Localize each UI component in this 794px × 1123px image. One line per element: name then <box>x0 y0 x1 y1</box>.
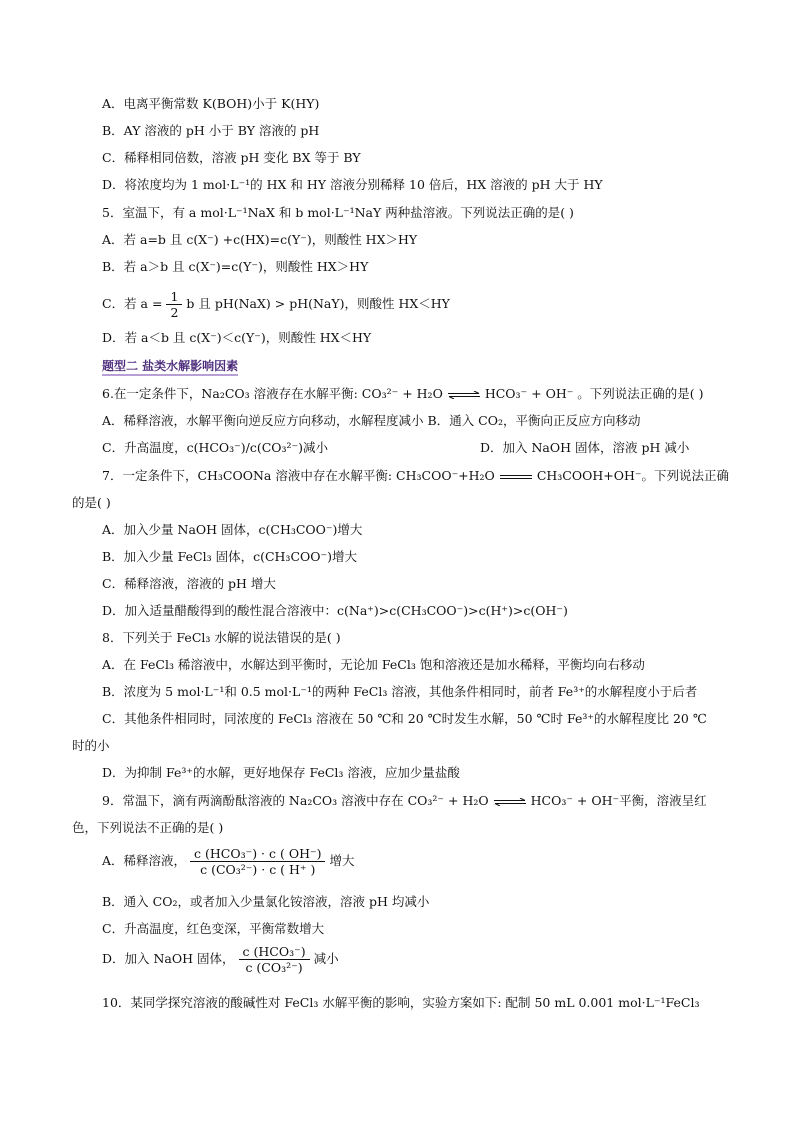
q4-option-d: D．将浓度均为 1 mol·L⁻¹的 HX 和 HY 溶液分别稀释 10 倍后，HX 溶液的 pH 大于 HY <box>102 177 603 192</box>
q9-stem-suffix: HCO₃⁻ + OH⁻平衡，溶液呈红 <box>530 793 707 808</box>
q8-option-d: D．为抑制 Fe³⁺的水解，更好地保存 FeCl₃ 溶液，应加少量盐酸 <box>102 765 460 780</box>
section-heading <box>102 358 238 374</box>
q10-stem: 10．某同学探究溶液的酸碱性对 FeCl₃ 水解平衡的影响，实验方案如下: 配制 50 mL 0.001 mol·L⁻¹FeCl₃ <box>102 995 700 1010</box>
equilibrium-arrow-icon <box>499 473 533 481</box>
section-heading-text: 题型二 盐类水解影响因素 <box>102 359 238 376</box>
q4-option-c: C．稀释相同倍数，溶液 pH 变化 BX 等于 BY <box>102 150 361 165</box>
q5-option-c <box>102 289 450 320</box>
q9d-prefix: D．加入 NaOH 固体， <box>102 951 235 966</box>
q9-option-a <box>102 846 354 877</box>
q9a-denominator: c (CO₃²⁻) · c ( H⁺ ) <box>200 862 316 877</box>
equilibrium-arrow-icon <box>447 391 481 399</box>
q8-option-b: B．浓度为 5 mol·L⁻¹和 0.5 mol·L⁻¹的两种 FeCl₃ 溶液，其他条件相同时，前者 Fe³⁺的水解程度小于后者 <box>102 684 698 699</box>
q5-option-d: D．若 a＜b 且 c(X⁻)＜c(Y⁻)，则酸性 HX＜HY <box>102 330 372 345</box>
q6-stem-prefix: 6.在一定条件下，Na₂CO₃ 溶液存在水解平衡: CO₃²⁻ + H₂O <box>102 386 443 401</box>
q8-option-c: C．其他条件相同时，同浓度的 FeCl₃ 溶液在 50 ℃和 20 ℃时发生水解，50 ℃时 Fe³⁺的水解程度比 20 ℃ <box>102 711 707 726</box>
q9a-prefix: A．稀释溶液， <box>102 853 187 868</box>
q8-option-c-cont: 时的小 <box>72 738 110 753</box>
q9a-numerator: c (HCO₃⁻) · c ( OH⁻) <box>190 846 325 862</box>
one-half-fraction <box>166 289 182 320</box>
equilibrium-arrow-icon <box>493 798 527 806</box>
q6-stem-suffix: HCO₃⁻ + OH⁻ 。下列说法正确的是( ) <box>484 386 704 401</box>
q6-stem <box>102 386 704 402</box>
fraction-numerator: 1 <box>166 289 182 305</box>
q5c-suffix: b 且 pH(NaX) > pH(NaY)，则酸性 HX＜HY <box>186 296 450 311</box>
q4-option-a: A．电离平衡常数 K(BOH)小于 K(HY) <box>102 96 320 111</box>
q4-option-b: B．AY 溶液的 pH 小于 BY 溶液的 pH <box>102 123 320 138</box>
q9-option-b: B．通入 CO₂，或者加入少量氯化铵溶液，溶液 pH 均减小 <box>102 894 430 909</box>
q9a-fraction <box>190 846 325 877</box>
q9-stem <box>102 793 707 809</box>
q9d-numerator: c (HCO₃⁻) <box>239 944 310 960</box>
q8-stem: 8．下列关于 FeCl₃ 水解的说法错误的是( ) <box>102 630 341 645</box>
q7-option-a: A．加入少量 NaOH 固体，c(CH₃COO⁻)增大 <box>102 522 363 537</box>
q7-stem-prefix: 7．一定条件下，CH₃COONa 溶液中存在水解平衡: CH₃COO⁻+H₂O <box>102 468 495 483</box>
q5c-prefix: C．若 a = <box>102 296 163 311</box>
q7-stem-cont: 的是( ) <box>72 495 111 510</box>
q9-option-d <box>102 944 339 975</box>
q7-stem-suffix: CH₃COOH+OH⁻。下列说法正确 <box>536 468 729 483</box>
q5-option-a: A．若 a=b 且 c(X⁻) +c(HX)=c(Y⁻)，则酸性 HX＞HY <box>102 232 418 247</box>
q6-option-d: D．加入 NaOH 固体，溶液 pH 减小 <box>480 440 690 455</box>
q9a-suffix: 增大 <box>329 853 355 868</box>
q7-stem <box>102 468 729 484</box>
q7-option-b: B．加入少量 FeCl₃ 固体，c(CH₃COO⁻)增大 <box>102 549 357 564</box>
q5-option-b: B．若 a＞b 且 c(X⁻)=c(Y⁻)，则酸性 HX＞HY <box>102 259 369 274</box>
q9-stem-prefix: 9．常温下，滴有两滴酚酞溶液的 Na₂CO₃ 溶液中存在 CO₃²⁻ + H₂O <box>102 793 489 808</box>
q9-option-c: C．升高温度，红色变深，平衡常数增大 <box>102 921 325 936</box>
q6-option-c: C．升高温度，c(HCO₃⁻)/c(CO₃²⁻)减小 <box>102 440 329 455</box>
q9d-fraction <box>239 944 310 975</box>
q9-stem-cont: 色，下列说法不正确的是( ) <box>72 820 224 835</box>
q7-option-c: C．稀释溶液，溶液的 pH 增大 <box>102 576 276 591</box>
q7-option-d: D．加入适量醋酸得到的酸性混合溶液中：c(Na⁺)>c(CH₃COO⁻)>c(H⁺)>c(OH⁻) <box>102 603 568 618</box>
q9d-suffix: 减小 <box>313 951 339 966</box>
q8-option-a: A．在 FeCl₃ 稀溶液中，水解达到平衡时，无论加 FeCl₃ 饱和溶液还是加水稀释，平衡均向右移动 <box>102 657 645 672</box>
q5-stem: 5．室温下，有 a mol·L⁻¹NaX 和 b mol·L⁻¹NaY 两种盐溶液。下列说法正确的是( ) <box>102 205 574 220</box>
fraction-denominator: 2 <box>170 305 179 320</box>
q6-options-ab: A．稀释溶液，水解平衡向逆反应方向移动，水解程度减小 B．通入 CO₂，平衡向正反应方向移动 <box>102 413 641 428</box>
q9d-denominator: c (CO₃²⁻) <box>245 960 303 975</box>
